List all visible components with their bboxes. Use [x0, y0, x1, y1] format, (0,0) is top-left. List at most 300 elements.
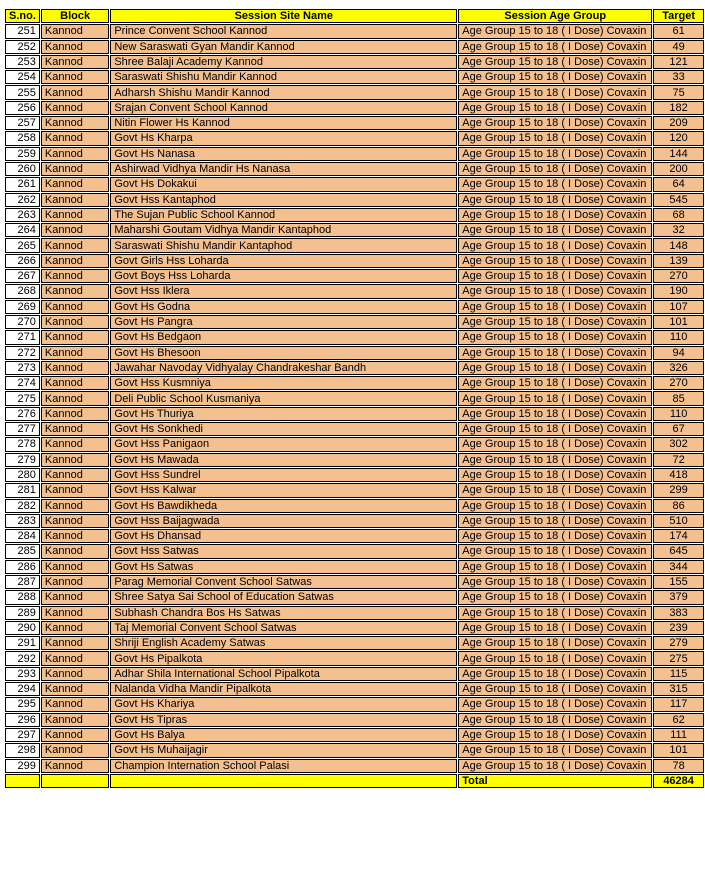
- total-empty-cell-site: [110, 774, 457, 788]
- cell-site-name: Saraswati Shishu Mandir Kannod: [110, 70, 457, 84]
- cell-age-group: Age Group 15 to 18 ( I Dose) Covaxin: [458, 223, 652, 237]
- cell-sno: 272: [5, 346, 40, 360]
- cell-block: Kannod: [41, 376, 109, 390]
- cell-target: 383: [653, 606, 704, 620]
- cell-block: Kannod: [41, 743, 109, 757]
- cell-sno: 267: [5, 269, 40, 283]
- cell-block: Kannod: [41, 346, 109, 360]
- cell-target: 326: [653, 361, 704, 375]
- cell-block: Kannod: [41, 24, 109, 38]
- cell-age-group: Age Group 15 to 18 ( I Dose) Covaxin: [458, 85, 652, 99]
- table-row: [5, 483, 704, 497]
- cell-target: 85: [653, 391, 704, 405]
- cell-block: Kannod: [41, 713, 109, 727]
- cell-block: Kannod: [41, 85, 109, 99]
- cell-sno: 251: [5, 24, 40, 38]
- table-row: [5, 315, 704, 329]
- cell-block: Kannod: [41, 284, 109, 298]
- cell-age-group: Age Group 15 to 18 ( I Dose) Covaxin: [458, 116, 652, 130]
- cell-site-name: The Sujan Public School Kannod: [110, 208, 457, 222]
- cell-target: 209: [653, 116, 704, 130]
- table-row: [5, 162, 704, 176]
- cell-block: Kannod: [41, 407, 109, 421]
- cell-site-name: Shree Balaji Academy Kannod: [110, 55, 457, 69]
- cell-sno: 279: [5, 453, 40, 467]
- cell-sno: 294: [5, 682, 40, 696]
- cell-sno: 287: [5, 575, 40, 589]
- cell-block: Kannod: [41, 483, 109, 497]
- cell-block: Kannod: [41, 269, 109, 283]
- session-targets-table: [4, 8, 705, 789]
- cell-sno: 298: [5, 743, 40, 757]
- cell-target: 155: [653, 575, 704, 589]
- cell-sno: 282: [5, 499, 40, 513]
- cell-target: 49: [653, 40, 704, 54]
- total-empty-cell-block: [41, 774, 109, 788]
- cell-sno: 270: [5, 315, 40, 329]
- cell-site-name: Govt Girls Hss Loharda: [110, 254, 457, 268]
- cell-target: 72: [653, 453, 704, 467]
- cell-site-name: Jawahar Navoday Vidhyalay Chandrakeshar Bandh: [110, 361, 457, 375]
- cell-site-name: Govt Hss Kusmniya: [110, 376, 457, 390]
- cell-age-group: Age Group 15 to 18 ( I Dose) Covaxin: [458, 514, 652, 528]
- cell-site-name: Govt Hs Pangra: [110, 315, 457, 329]
- cell-target: 78: [653, 759, 704, 773]
- cell-site-name: Govt Hs Kharpa: [110, 131, 457, 145]
- cell-block: Kannod: [41, 238, 109, 252]
- cell-site-name: Adharsh Shishu Mandir Kannod: [110, 85, 457, 99]
- cell-sno: 285: [5, 544, 40, 558]
- cell-site-name: Govt Hs Pipalkota: [110, 651, 457, 665]
- cell-age-group: Age Group 15 to 18 ( I Dose) Covaxin: [458, 284, 652, 298]
- cell-block: Kannod: [41, 208, 109, 222]
- cell-target: 545: [653, 193, 704, 207]
- cell-age-group: Age Group 15 to 18 ( I Dose) Covaxin: [458, 254, 652, 268]
- cell-age-group: Age Group 15 to 18 ( I Dose) Covaxin: [458, 300, 652, 314]
- cell-site-name: Govt Hs Dhansad: [110, 529, 457, 543]
- cell-age-group: Age Group 15 to 18 ( I Dose) Covaxin: [458, 483, 652, 497]
- cell-age-group: Age Group 15 to 18 ( I Dose) Covaxin: [458, 759, 652, 773]
- cell-site-name: Govt Hs Satwas: [110, 560, 457, 574]
- cell-target: 115: [653, 667, 704, 681]
- cell-sno: 257: [5, 116, 40, 130]
- cell-sno: 262: [5, 193, 40, 207]
- cell-target: 110: [653, 407, 704, 421]
- cell-site-name: Govt Hss Kalwar: [110, 483, 457, 497]
- table-row: [5, 85, 704, 99]
- cell-sno: 283: [5, 514, 40, 528]
- cell-block: Kannod: [41, 315, 109, 329]
- cell-age-group: Age Group 15 to 18 ( I Dose) Covaxin: [458, 391, 652, 405]
- table-row: [5, 759, 704, 773]
- cell-sno: 261: [5, 177, 40, 191]
- cell-block: Kannod: [41, 499, 109, 513]
- cell-target: 94: [653, 346, 704, 360]
- cell-target: 144: [653, 147, 704, 161]
- cell-site-name: Govt Hs Sonkhedi: [110, 422, 457, 436]
- cell-block: Kannod: [41, 728, 109, 742]
- cell-target: 279: [653, 636, 704, 650]
- cell-age-group: Age Group 15 to 18 ( I Dose) Covaxin: [458, 453, 652, 467]
- cell-age-group: Age Group 15 to 18 ( I Dose) Covaxin: [458, 713, 652, 727]
- table-row: [5, 544, 704, 558]
- cell-target: 33: [653, 70, 704, 84]
- cell-target: 32: [653, 223, 704, 237]
- cell-sno: 254: [5, 70, 40, 84]
- table-row: [5, 300, 704, 314]
- cell-sno: 271: [5, 330, 40, 344]
- table-row: [5, 376, 704, 390]
- cell-sno: 274: [5, 376, 40, 390]
- cell-target: 68: [653, 208, 704, 222]
- total-value-cell: 46284: [653, 774, 704, 788]
- cell-site-name: Govt Boys Hss Loharda: [110, 269, 457, 283]
- cell-sno: 276: [5, 407, 40, 421]
- cell-site-name: Govt Hss Satwas: [110, 544, 457, 558]
- cell-site-name: Govt Hs Bedgaon: [110, 330, 457, 344]
- header-cell-target: Target: [653, 9, 704, 23]
- cell-site-name: Shriji English Academy Satwas: [110, 636, 457, 650]
- cell-target: 67: [653, 422, 704, 436]
- cell-block: Kannod: [41, 621, 109, 635]
- cell-sno: 256: [5, 101, 40, 115]
- table-row: [5, 636, 704, 650]
- table-row: [5, 391, 704, 405]
- cell-target: 315: [653, 682, 704, 696]
- cell-target: 174: [653, 529, 704, 543]
- table-row: [5, 284, 704, 298]
- header-cell-age-group: Session Age Group: [458, 9, 652, 23]
- cell-age-group: Age Group 15 to 18 ( I Dose) Covaxin: [458, 55, 652, 69]
- cell-age-group: Age Group 15 to 18 ( I Dose) Covaxin: [458, 728, 652, 742]
- table-row: [5, 24, 704, 38]
- table-row: [5, 728, 704, 742]
- cell-sno: 266: [5, 254, 40, 268]
- cell-target: 275: [653, 651, 704, 665]
- table-row: [5, 529, 704, 543]
- cell-block: Kannod: [41, 437, 109, 451]
- cell-target: 200: [653, 162, 704, 176]
- cell-age-group: Age Group 15 to 18 ( I Dose) Covaxin: [458, 162, 652, 176]
- table-row: [5, 453, 704, 467]
- cell-block: Kannod: [41, 667, 109, 681]
- cell-block: Kannod: [41, 101, 109, 115]
- cell-age-group: Age Group 15 to 18 ( I Dose) Covaxin: [458, 346, 652, 360]
- cell-sno: 299: [5, 759, 40, 773]
- cell-block: Kannod: [41, 361, 109, 375]
- cell-age-group: Age Group 15 to 18 ( I Dose) Covaxin: [458, 590, 652, 604]
- cell-site-name: Champion Internation School Palasi: [110, 759, 457, 773]
- table-row: [5, 651, 704, 665]
- cell-age-group: Age Group 15 to 18 ( I Dose) Covaxin: [458, 40, 652, 54]
- cell-age-group: Age Group 15 to 18 ( I Dose) Covaxin: [458, 131, 652, 145]
- cell-target: 510: [653, 514, 704, 528]
- table-row: [5, 55, 704, 69]
- cell-target: 270: [653, 269, 704, 283]
- cell-target: 121: [653, 55, 704, 69]
- cell-age-group: Age Group 15 to 18 ( I Dose) Covaxin: [458, 70, 652, 84]
- table-row: [5, 667, 704, 681]
- table-row: [5, 330, 704, 344]
- table-row: [5, 499, 704, 513]
- cell-site-name: Taj Memorial Convent School Satwas: [110, 621, 457, 635]
- cell-sno: 290: [5, 621, 40, 635]
- cell-sno: 265: [5, 238, 40, 252]
- total-empty-cell-sno: [5, 774, 40, 788]
- cell-block: Kannod: [41, 254, 109, 268]
- cell-target: 302: [653, 437, 704, 451]
- cell-sno: 253: [5, 55, 40, 69]
- cell-block: Kannod: [41, 116, 109, 130]
- cell-target: 86: [653, 499, 704, 513]
- cell-sno: 260: [5, 162, 40, 176]
- table-row: [5, 70, 704, 84]
- cell-site-name: Govt Hss Iklera: [110, 284, 457, 298]
- cell-sno: 275: [5, 391, 40, 405]
- cell-target: 239: [653, 621, 704, 635]
- cell-age-group: Age Group 15 to 18 ( I Dose) Covaxin: [458, 743, 652, 757]
- cell-site-name: Saraswati Shishu Mandir Kantaphod: [110, 238, 457, 252]
- cell-age-group: Age Group 15 to 18 ( I Dose) Covaxin: [458, 269, 652, 283]
- cell-block: Kannod: [41, 453, 109, 467]
- table-row: [5, 346, 704, 360]
- cell-block: Kannod: [41, 40, 109, 54]
- table-row: [5, 468, 704, 482]
- cell-sno: 288: [5, 590, 40, 604]
- cell-site-name: Nitin Flower Hs Kannod: [110, 116, 457, 130]
- cell-age-group: Age Group 15 to 18 ( I Dose) Covaxin: [458, 330, 652, 344]
- table-row: [5, 437, 704, 451]
- cell-age-group: Age Group 15 to 18 ( I Dose) Covaxin: [458, 468, 652, 482]
- cell-site-name: Prince Convent School Kannod: [110, 24, 457, 38]
- cell-age-group: Age Group 15 to 18 ( I Dose) Covaxin: [458, 208, 652, 222]
- table-body: [5, 24, 704, 773]
- table-row: [5, 590, 704, 604]
- cell-age-group: Age Group 15 to 18 ( I Dose) Covaxin: [458, 238, 652, 252]
- cell-age-group: Age Group 15 to 18 ( I Dose) Covaxin: [458, 682, 652, 696]
- cell-age-group: Age Group 15 to 18 ( I Dose) Covaxin: [458, 621, 652, 635]
- header-cell-block: Block: [41, 9, 109, 23]
- table-row: [5, 40, 704, 54]
- cell-block: Kannod: [41, 55, 109, 69]
- cell-block: Kannod: [41, 468, 109, 482]
- cell-site-name: Govt Hs Bhesoon: [110, 346, 457, 360]
- cell-site-name: Govt Hs Dokakui: [110, 177, 457, 191]
- table-row: [5, 223, 704, 237]
- table-row: [5, 101, 704, 115]
- cell-age-group: Age Group 15 to 18 ( I Dose) Covaxin: [458, 606, 652, 620]
- cell-site-name: Srajan Convent School Kannod: [110, 101, 457, 115]
- cell-target: 270: [653, 376, 704, 390]
- cell-sno: 296: [5, 713, 40, 727]
- table-row: [5, 713, 704, 727]
- cell-sno: 293: [5, 667, 40, 681]
- table-row: [5, 606, 704, 620]
- cell-site-name: Govt Hss Sundrel: [110, 468, 457, 482]
- total-label-cell: Total: [458, 774, 652, 788]
- header-row: [5, 9, 704, 23]
- cell-target: 139: [653, 254, 704, 268]
- cell-sno: 269: [5, 300, 40, 314]
- cell-sno: 295: [5, 697, 40, 711]
- cell-site-name: Ashirwad Vidhya Mandir Hs Nanasa: [110, 162, 457, 176]
- header-cell-sno: S.no.: [5, 9, 40, 23]
- cell-target: 148: [653, 238, 704, 252]
- table-row: [5, 697, 704, 711]
- cell-age-group: Age Group 15 to 18 ( I Dose) Covaxin: [458, 667, 652, 681]
- cell-sno: 292: [5, 651, 40, 665]
- cell-age-group: Age Group 15 to 18 ( I Dose) Covaxin: [458, 361, 652, 375]
- cell-site-name: Subhash Chandra Bos Hs Satwas: [110, 606, 457, 620]
- cell-site-name: Govt Hs Bawdikheda: [110, 499, 457, 513]
- cell-age-group: Age Group 15 to 18 ( I Dose) Covaxin: [458, 697, 652, 711]
- cell-block: Kannod: [41, 682, 109, 696]
- cell-site-name: Maharshi Goutam Vidhya Mandir Kantaphod: [110, 223, 457, 237]
- cell-block: Kannod: [41, 330, 109, 344]
- cell-age-group: Age Group 15 to 18 ( I Dose) Covaxin: [458, 529, 652, 543]
- cell-block: Kannod: [41, 391, 109, 405]
- cell-sno: 263: [5, 208, 40, 222]
- cell-sno: 258: [5, 131, 40, 145]
- cell-block: Kannod: [41, 636, 109, 650]
- cell-sno: 289: [5, 606, 40, 620]
- table-row: [5, 269, 704, 283]
- cell-target: 110: [653, 330, 704, 344]
- cell-age-group: Age Group 15 to 18 ( I Dose) Covaxin: [458, 147, 652, 161]
- cell-age-group: Age Group 15 to 18 ( I Dose) Covaxin: [458, 376, 652, 390]
- cell-age-group: Age Group 15 to 18 ( I Dose) Covaxin: [458, 177, 652, 191]
- cell-target: 101: [653, 743, 704, 757]
- table-row: [5, 131, 704, 145]
- table-row: [5, 361, 704, 375]
- cell-block: Kannod: [41, 759, 109, 773]
- cell-sno: 284: [5, 529, 40, 543]
- cell-site-name: Nalanda Vidha Mandir Pipalkota: [110, 682, 457, 696]
- cell-target: 107: [653, 300, 704, 314]
- cell-site-name: Shree Satya Sai School of Education Satwas: [110, 590, 457, 604]
- cell-site-name: Govt Hs Mawada: [110, 453, 457, 467]
- cell-site-name: Govt Hs Balya: [110, 728, 457, 742]
- cell-block: Kannod: [41, 422, 109, 436]
- cell-block: Kannod: [41, 131, 109, 145]
- table-row: [5, 208, 704, 222]
- cell-target: 75: [653, 85, 704, 99]
- header-cell-site-name: Session Site Name: [110, 9, 457, 23]
- cell-age-group: Age Group 15 to 18 ( I Dose) Covaxin: [458, 24, 652, 38]
- cell-sno: 291: [5, 636, 40, 650]
- cell-sno: 255: [5, 85, 40, 99]
- cell-target: 61: [653, 24, 704, 38]
- cell-site-name: Deli Public School Kusmaniya: [110, 391, 457, 405]
- cell-sno: 273: [5, 361, 40, 375]
- cell-age-group: Age Group 15 to 18 ( I Dose) Covaxin: [458, 560, 652, 574]
- cell-age-group: Age Group 15 to 18 ( I Dose) Covaxin: [458, 101, 652, 115]
- cell-age-group: Age Group 15 to 18 ( I Dose) Covaxin: [458, 544, 652, 558]
- table-row: [5, 575, 704, 589]
- cell-target: 190: [653, 284, 704, 298]
- cell-block: Kannod: [41, 560, 109, 574]
- cell-age-group: Age Group 15 to 18 ( I Dose) Covaxin: [458, 499, 652, 513]
- cell-sno: 278: [5, 437, 40, 451]
- cell-block: Kannod: [41, 223, 109, 237]
- cell-age-group: Age Group 15 to 18 ( I Dose) Covaxin: [458, 575, 652, 589]
- cell-target: 418: [653, 468, 704, 482]
- cell-sno: 268: [5, 284, 40, 298]
- cell-site-name: Govt Hs Tipras: [110, 713, 457, 727]
- cell-target: 120: [653, 131, 704, 145]
- cell-site-name: Govt Hs Godna: [110, 300, 457, 314]
- table-row: [5, 743, 704, 757]
- cell-site-name: Govt Hss Baijagwada: [110, 514, 457, 528]
- cell-age-group: Age Group 15 to 18 ( I Dose) Covaxin: [458, 636, 652, 650]
- cell-target: 299: [653, 483, 704, 497]
- cell-block: Kannod: [41, 544, 109, 558]
- cell-block: Kannod: [41, 697, 109, 711]
- cell-age-group: Age Group 15 to 18 ( I Dose) Covaxin: [458, 422, 652, 436]
- table-row: [5, 560, 704, 574]
- cell-sno: 277: [5, 422, 40, 436]
- table-row: [5, 116, 704, 130]
- cell-target: 344: [653, 560, 704, 574]
- cell-block: Kannod: [41, 162, 109, 176]
- table-row: [5, 193, 704, 207]
- cell-age-group: Age Group 15 to 18 ( I Dose) Covaxin: [458, 651, 652, 665]
- cell-target: 645: [653, 544, 704, 558]
- cell-target: 379: [653, 590, 704, 604]
- cell-sno: 252: [5, 40, 40, 54]
- cell-block: Kannod: [41, 529, 109, 543]
- cell-sno: 259: [5, 147, 40, 161]
- cell-block: Kannod: [41, 606, 109, 620]
- cell-target: 182: [653, 101, 704, 115]
- table-row: [5, 147, 704, 161]
- cell-block: Kannod: [41, 70, 109, 84]
- cell-target: 111: [653, 728, 704, 742]
- cell-block: Kannod: [41, 590, 109, 604]
- cell-sno: 264: [5, 223, 40, 237]
- cell-age-group: Age Group 15 to 18 ( I Dose) Covaxin: [458, 407, 652, 421]
- cell-site-name: Govt Hss Panigaon: [110, 437, 457, 451]
- cell-site-name: Adhar Shila International School Pipalkota: [110, 667, 457, 681]
- table-row: [5, 514, 704, 528]
- table-row: [5, 254, 704, 268]
- cell-site-name: Govt Hss Kantaphod: [110, 193, 457, 207]
- table-row: [5, 238, 704, 252]
- cell-site-name: Govt Hs Nanasa: [110, 147, 457, 161]
- table-row: [5, 621, 704, 635]
- cell-block: Kannod: [41, 300, 109, 314]
- cell-sno: 280: [5, 468, 40, 482]
- cell-target: 62: [653, 713, 704, 727]
- cell-block: Kannod: [41, 575, 109, 589]
- cell-site-name: Govt Hs Muhaijagir: [110, 743, 457, 757]
- cell-site-name: New Saraswati Gyan Mandir Kannod: [110, 40, 457, 54]
- total-row: [5, 774, 704, 788]
- cell-age-group: Age Group 15 to 18 ( I Dose) Covaxin: [458, 437, 652, 451]
- cell-block: Kannod: [41, 514, 109, 528]
- cell-sno: 281: [5, 483, 40, 497]
- cell-age-group: Age Group 15 to 18 ( I Dose) Covaxin: [458, 193, 652, 207]
- cell-target: 101: [653, 315, 704, 329]
- cell-site-name: Govt Hs Thuriya: [110, 407, 457, 421]
- cell-block: Kannod: [41, 147, 109, 161]
- cell-site-name: Parag Memorial Convent School Satwas: [110, 575, 457, 589]
- cell-sno: 286: [5, 560, 40, 574]
- table-row: [5, 177, 704, 191]
- cell-block: Kannod: [41, 193, 109, 207]
- cell-block: Kannod: [41, 651, 109, 665]
- cell-block: Kannod: [41, 177, 109, 191]
